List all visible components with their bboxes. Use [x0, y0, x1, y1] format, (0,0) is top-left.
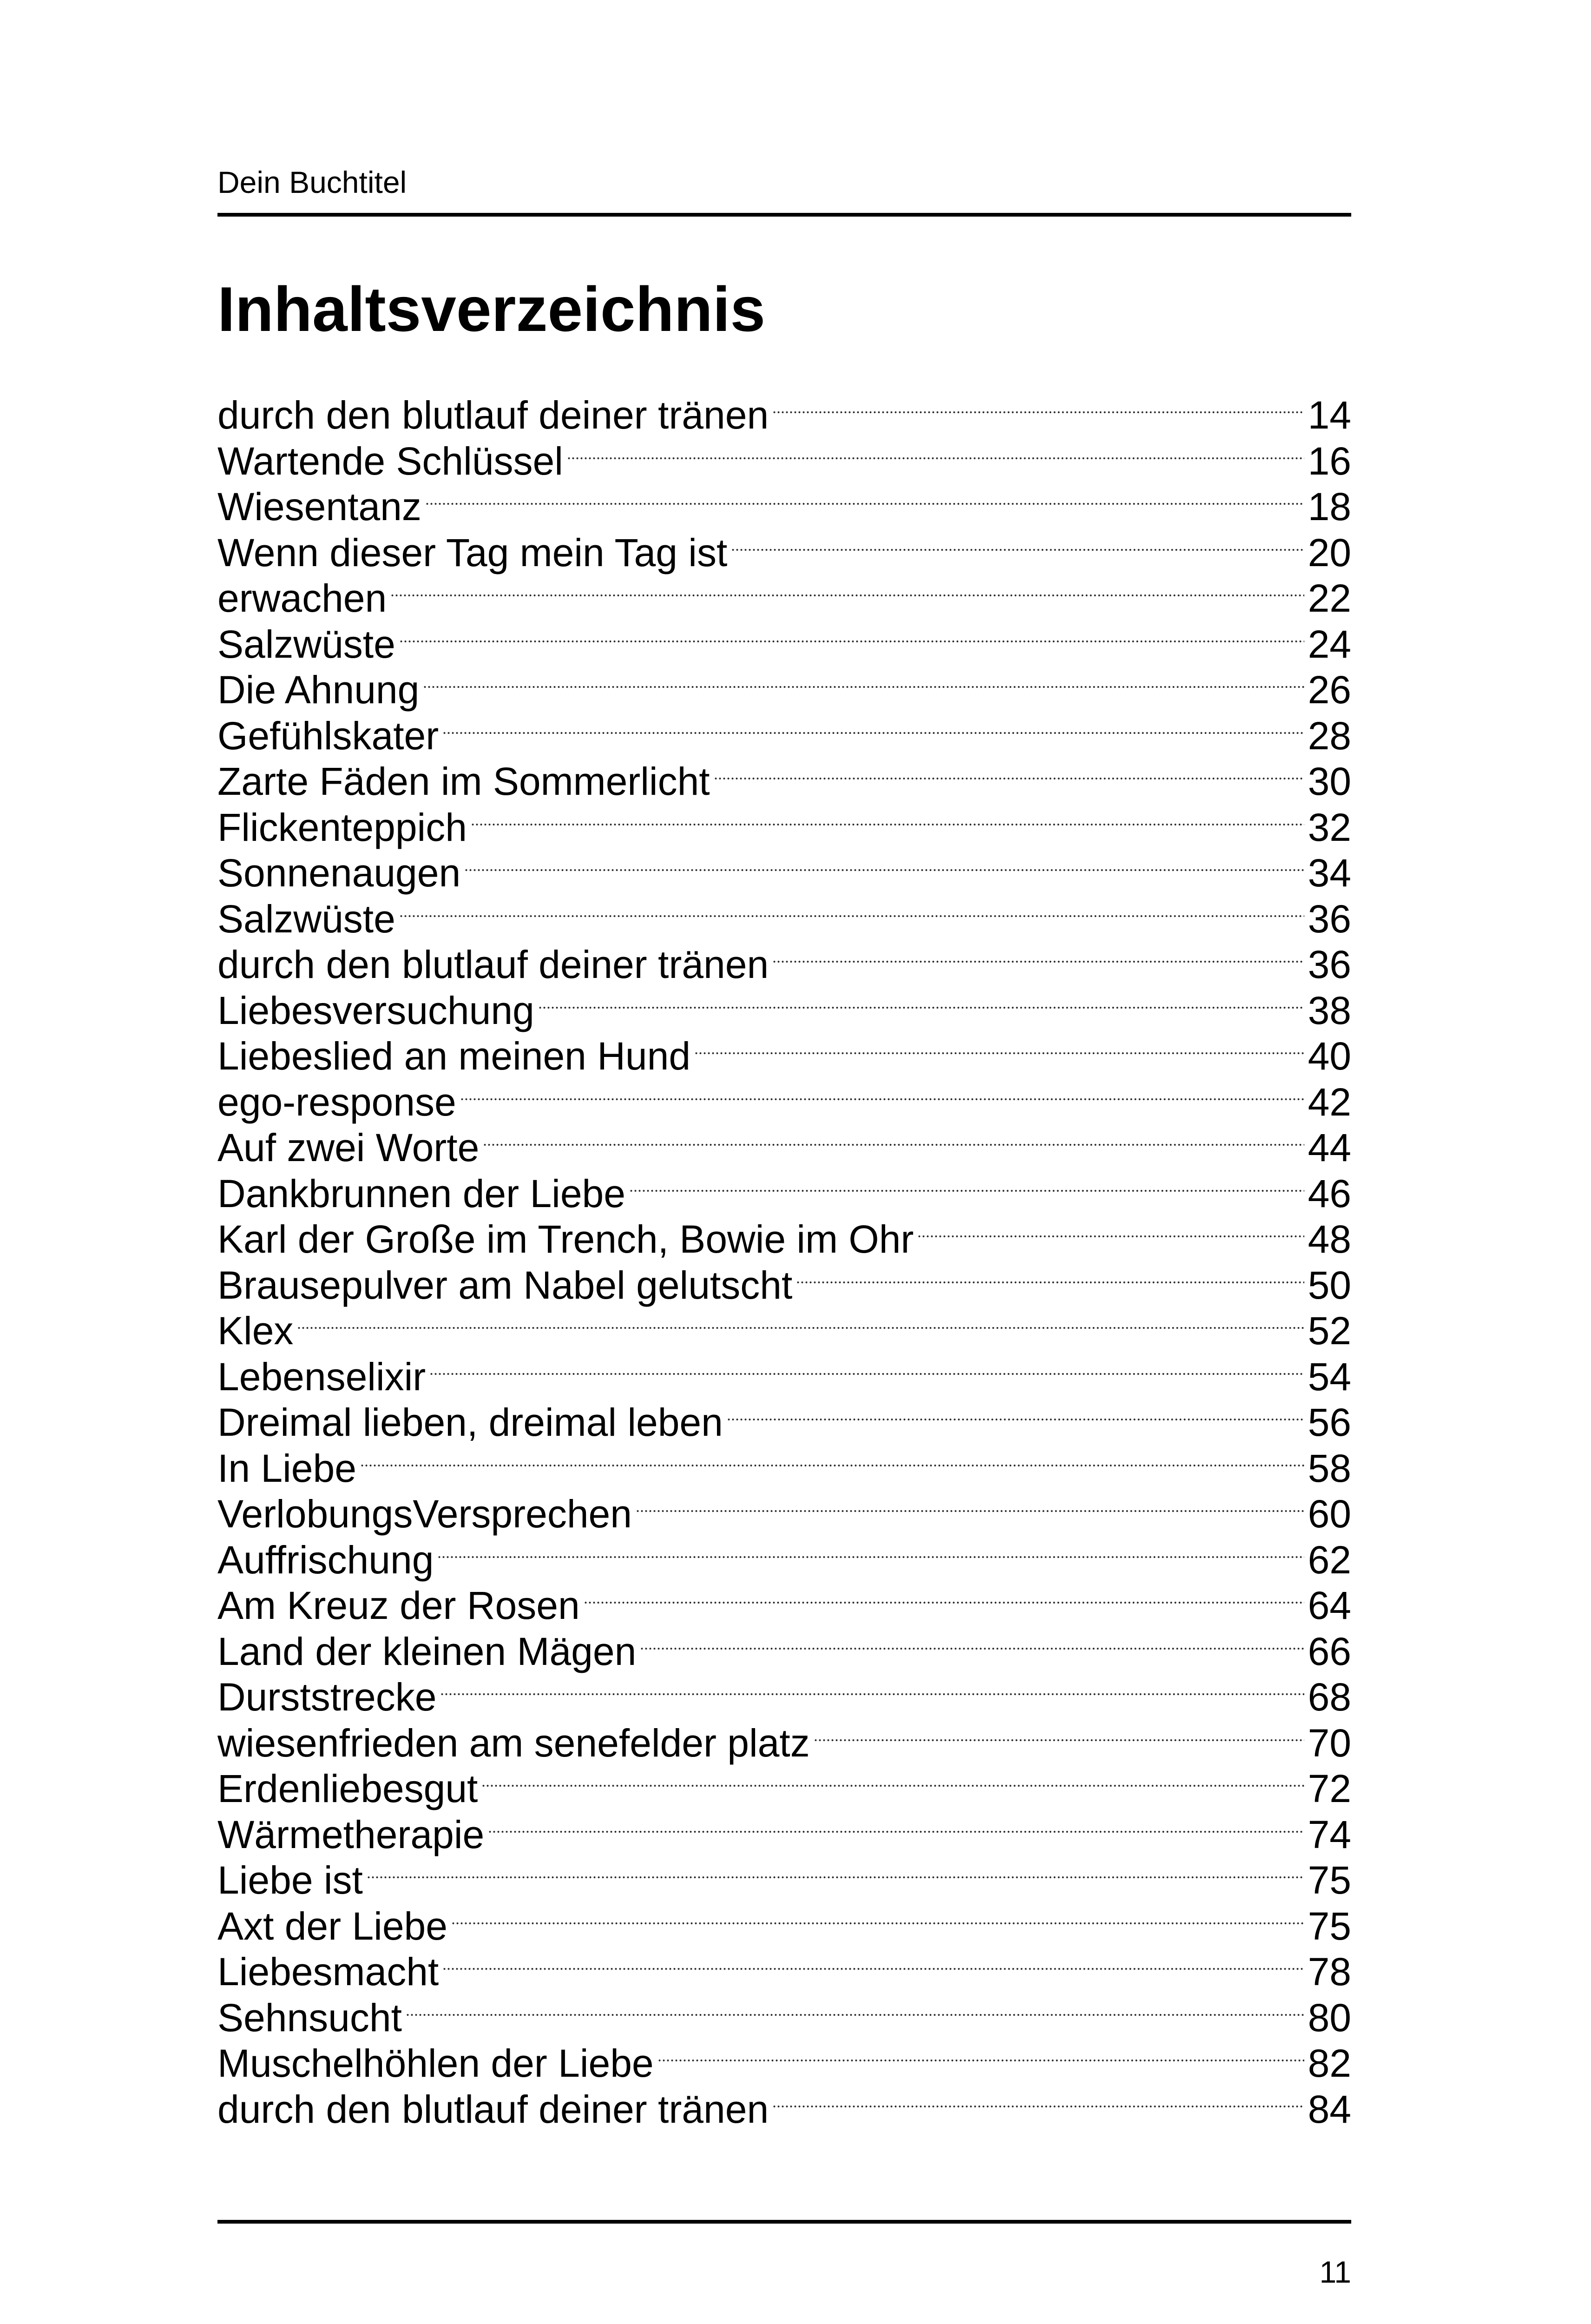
toc-entry[interactable]: [217, 896, 1351, 942]
toc-entry-page: 70: [1308, 1721, 1351, 1765]
toc-entry-page: 22: [1308, 576, 1351, 620]
toc-entry-page: 68: [1308, 1675, 1351, 1719]
toc-dot-leader: [917, 1235, 1304, 1238]
toc-entry-title: Wiesentanz: [217, 485, 421, 528]
toc-entry-page: 38: [1308, 988, 1351, 1032]
toc-entry[interactable]: [217, 805, 1351, 851]
toc-dot-leader: [367, 1875, 1304, 1879]
toc-entry[interactable]: [217, 1446, 1351, 1492]
toc-entry-page: 24: [1308, 622, 1351, 666]
toc-entry[interactable]: [217, 2040, 1351, 2086]
toc-heading: Inhaltsverzeichnis: [217, 274, 766, 344]
toc-entry[interactable]: [217, 1354, 1351, 1400]
toc-entry-title: Erdenliebesgut: [217, 1767, 478, 1810]
toc-entry-title: In Liebe: [217, 1446, 356, 1490]
toc-entry[interactable]: [217, 667, 1351, 713]
toc-entry-page: 56: [1308, 1400, 1351, 1444]
toc-entry-title: Liebe ist: [217, 1858, 363, 1902]
toc-entry-title: wiesenfrieden am senefelder platz: [217, 1721, 810, 1765]
toc-entry-page: 62: [1308, 1538, 1351, 1582]
toc-dot-leader: [390, 594, 1304, 597]
toc-entry-page: 60: [1308, 1492, 1351, 1536]
toc-entry[interactable]: [217, 1537, 1351, 1583]
toc-entry-page: 46: [1308, 1171, 1351, 1215]
toc-entry-title: Wartende Schlüssel: [217, 439, 563, 483]
toc-entry[interactable]: [217, 392, 1351, 438]
toc-dot-leader: [714, 777, 1304, 780]
toc-dot-leader: [423, 685, 1304, 689]
toc-dot-leader: [471, 823, 1304, 826]
toc-dot-leader: [399, 914, 1304, 918]
toc-dot-leader: [437, 1555, 1304, 1559]
toc-entry-page: 36: [1308, 897, 1351, 941]
toc-entry[interactable]: [217, 1949, 1351, 1995]
toc-dot-leader: [483, 1143, 1304, 1147]
toc-entry-title: erwachen: [217, 576, 387, 620]
toc-entry[interactable]: [217, 713, 1351, 759]
toc-entry-title: Sehnsucht: [217, 1995, 402, 2040]
toc-entry-page: 75: [1308, 1858, 1351, 1902]
toc-entry[interactable]: [217, 1491, 1351, 1537]
page-number: 11: [1319, 2255, 1351, 2289]
toc-entry[interactable]: [217, 438, 1351, 484]
toc-dot-leader: [406, 2013, 1304, 2017]
toc-entry-page: 44: [1308, 1126, 1351, 1169]
toc-entry-title: Wärmetherapie: [217, 1812, 485, 1856]
toc-dot-leader: [629, 1189, 1304, 1193]
toc-entry-title: Auf zwei Worte: [217, 1126, 480, 1169]
toc-entry-title: Salzwüste: [217, 622, 395, 666]
toc-entry[interactable]: [217, 2086, 1351, 2133]
toc-dot-leader: [488, 1830, 1304, 1834]
toc-entry-page: 32: [1308, 805, 1351, 849]
toc-entry-page: 78: [1308, 1950, 1351, 1994]
toc-entry-page: 82: [1308, 2041, 1351, 2085]
toc-dot-leader: [640, 1647, 1304, 1651]
toc-entry-page: 40: [1308, 1034, 1351, 1078]
toc-dot-leader: [727, 1418, 1304, 1421]
toc-entry[interactable]: [217, 850, 1351, 896]
toc-dot-leader: [772, 2105, 1304, 2108]
toc-entry[interactable]: [217, 1033, 1351, 1079]
toc-entry-page: 34: [1308, 851, 1351, 895]
header-rule: [217, 213, 1351, 217]
toc-entry-title: Gefühlskater: [217, 713, 439, 758]
toc-entry-page: 54: [1308, 1354, 1351, 1399]
toc-dot-leader: [636, 1509, 1304, 1513]
toc-entry[interactable]: [217, 1262, 1351, 1308]
toc-entry-page: 58: [1308, 1446, 1351, 1490]
toc-dot-leader: [694, 1051, 1304, 1055]
toc-dot-leader: [464, 868, 1304, 872]
toc-entry[interactable]: [217, 1079, 1351, 1125]
toc-list: [217, 392, 1351, 2132]
toc-entry[interactable]: [217, 759, 1351, 805]
toc-entry[interactable]: [217, 1216, 1351, 1262]
toc-entry-title: Flickenteppich: [217, 805, 467, 849]
toc-entry[interactable]: [217, 1674, 1351, 1720]
toc-dot-leader: [538, 1006, 1304, 1010]
toc-entry-title: Brausepulver am Nabel gelutscht: [217, 1263, 793, 1307]
toc-entry-page: 20: [1308, 530, 1351, 574]
toc-entry-title: Wenn dieser Tag mein Tag ist: [217, 530, 728, 574]
toc-entry-title: durch den blutlauf deiner tränen: [217, 393, 769, 437]
toc-entry-page: 28: [1308, 713, 1351, 758]
toc-dot-leader: [442, 731, 1304, 735]
toc-entry-title: Klex: [217, 1309, 294, 1353]
toc-dot-leader: [297, 1326, 1304, 1330]
toc-dot-leader: [731, 548, 1304, 552]
footer-rule: [217, 2220, 1351, 2224]
toc-entry[interactable]: [217, 1857, 1351, 1903]
toc-entry-title: Karl der Große im Trench, Bowie im Ohr: [217, 1217, 914, 1261]
toc-entry[interactable]: [217, 575, 1351, 621]
toc-entry-page: 30: [1308, 759, 1351, 803]
toc-entry-title: Dankbrunnen der Liebe: [217, 1171, 625, 1215]
toc-entry-page: 50: [1308, 1263, 1351, 1307]
toc-entry-title: Sonnenaugen: [217, 851, 461, 895]
toc-entry-title: Dreimal lieben, dreimal leben: [217, 1400, 723, 1444]
toc-entry-page: 42: [1308, 1080, 1351, 1124]
toc-entry[interactable]: [217, 942, 1351, 988]
toc-entry[interactable]: [217, 988, 1351, 1034]
toc-entry-page: 72: [1308, 1767, 1351, 1810]
toc-dot-leader: [584, 1601, 1304, 1604]
toc-entry-page: 74: [1308, 1812, 1351, 1856]
toc-entry[interactable]: [217, 1400, 1351, 1446]
toc-entry[interactable]: [217, 1308, 1351, 1354]
toc-entry-page: 66: [1308, 1629, 1351, 1673]
toc-entry-title: Axt der Liebe: [217, 1904, 447, 1948]
toc-entry[interactable]: [217, 1766, 1351, 1812]
toc-dot-leader: [451, 1921, 1304, 1925]
toc-entry-page: 84: [1308, 2087, 1351, 2131]
toc-entry[interactable]: [217, 484, 1351, 530]
toc-entry-title: Am Kreuz der Rosen: [217, 1584, 580, 1627]
toc-entry-page: 52: [1308, 1309, 1351, 1353]
toc-entry[interactable]: [217, 1995, 1351, 2041]
toc-entry-title: durch den blutlauf deiner tränen: [217, 943, 769, 986]
toc-entry[interactable]: [217, 1171, 1351, 1217]
toc-dot-leader: [814, 1738, 1304, 1742]
toc-entry-title: Liebeslied an meinen Hund: [217, 1034, 691, 1078]
toc-dot-leader: [425, 502, 1304, 506]
toc-dot-leader: [429, 1372, 1304, 1376]
toc-dot-leader: [460, 1097, 1304, 1101]
toc-entry[interactable]: [217, 530, 1351, 576]
toc-entry-page: 75: [1308, 1904, 1351, 1948]
toc-dot-leader: [772, 960, 1304, 964]
toc-entry-title: Liebesversuchung: [217, 988, 534, 1032]
toc-entry-title: Liebesmacht: [217, 1950, 439, 1994]
toc-entry-title: ego-response: [217, 1080, 456, 1124]
toc-entry[interactable]: [217, 1720, 1351, 1766]
toc-entry[interactable]: [217, 1629, 1351, 1675]
toc-entry-page: 18: [1308, 485, 1351, 528]
toc-entry[interactable]: [217, 621, 1351, 667]
toc-entry-page: 64: [1308, 1584, 1351, 1627]
toc-entry[interactable]: [217, 1125, 1351, 1171]
toc-entry-title: Zarte Fäden im Sommerlicht: [217, 759, 710, 803]
toc-entry-page: 14: [1308, 393, 1351, 437]
toc-dot-leader: [440, 1692, 1304, 1696]
toc-entry-title: Land der kleinen Mägen: [217, 1629, 637, 1673]
toc-dot-leader: [481, 1784, 1304, 1788]
toc-entry-title: Die Ahnung: [217, 668, 420, 712]
toc-entry-title: durch den blutlauf deiner tränen: [217, 2087, 769, 2131]
toc-dot-leader: [796, 1281, 1304, 1284]
toc-entry-page: 48: [1308, 1217, 1351, 1261]
toc-dot-leader: [772, 410, 1304, 414]
running-header-book-title: Dein Buchtitel: [217, 165, 407, 199]
toc-entry-title: VerlobungsVersprechen: [217, 1492, 632, 1536]
toc-entry-title: Durststrecke: [217, 1675, 437, 1719]
toc-dot-leader: [399, 640, 1304, 643]
toc-entry-page: 80: [1308, 1995, 1351, 2040]
toc-entry[interactable]: [217, 1903, 1351, 1949]
toc-entry-page: 26: [1308, 668, 1351, 712]
toc-dot-leader: [360, 1464, 1304, 1467]
toc-entry-title: Muschelhöhlen der Liebe: [217, 2041, 654, 2085]
toc-entry-title: Lebenselixir: [217, 1354, 426, 1399]
toc-entry-title: Salzwüste: [217, 897, 395, 941]
toc-entry-page: 16: [1308, 439, 1351, 483]
toc-entry[interactable]: [217, 1812, 1351, 1858]
toc-dot-leader: [442, 1967, 1304, 1971]
toc-dot-leader: [567, 456, 1304, 460]
toc-dot-leader: [657, 2059, 1304, 2062]
toc-entry-page: 36: [1308, 943, 1351, 986]
toc-entry[interactable]: [217, 1583, 1351, 1629]
toc-entry-title: Auffrischung: [217, 1538, 434, 1582]
